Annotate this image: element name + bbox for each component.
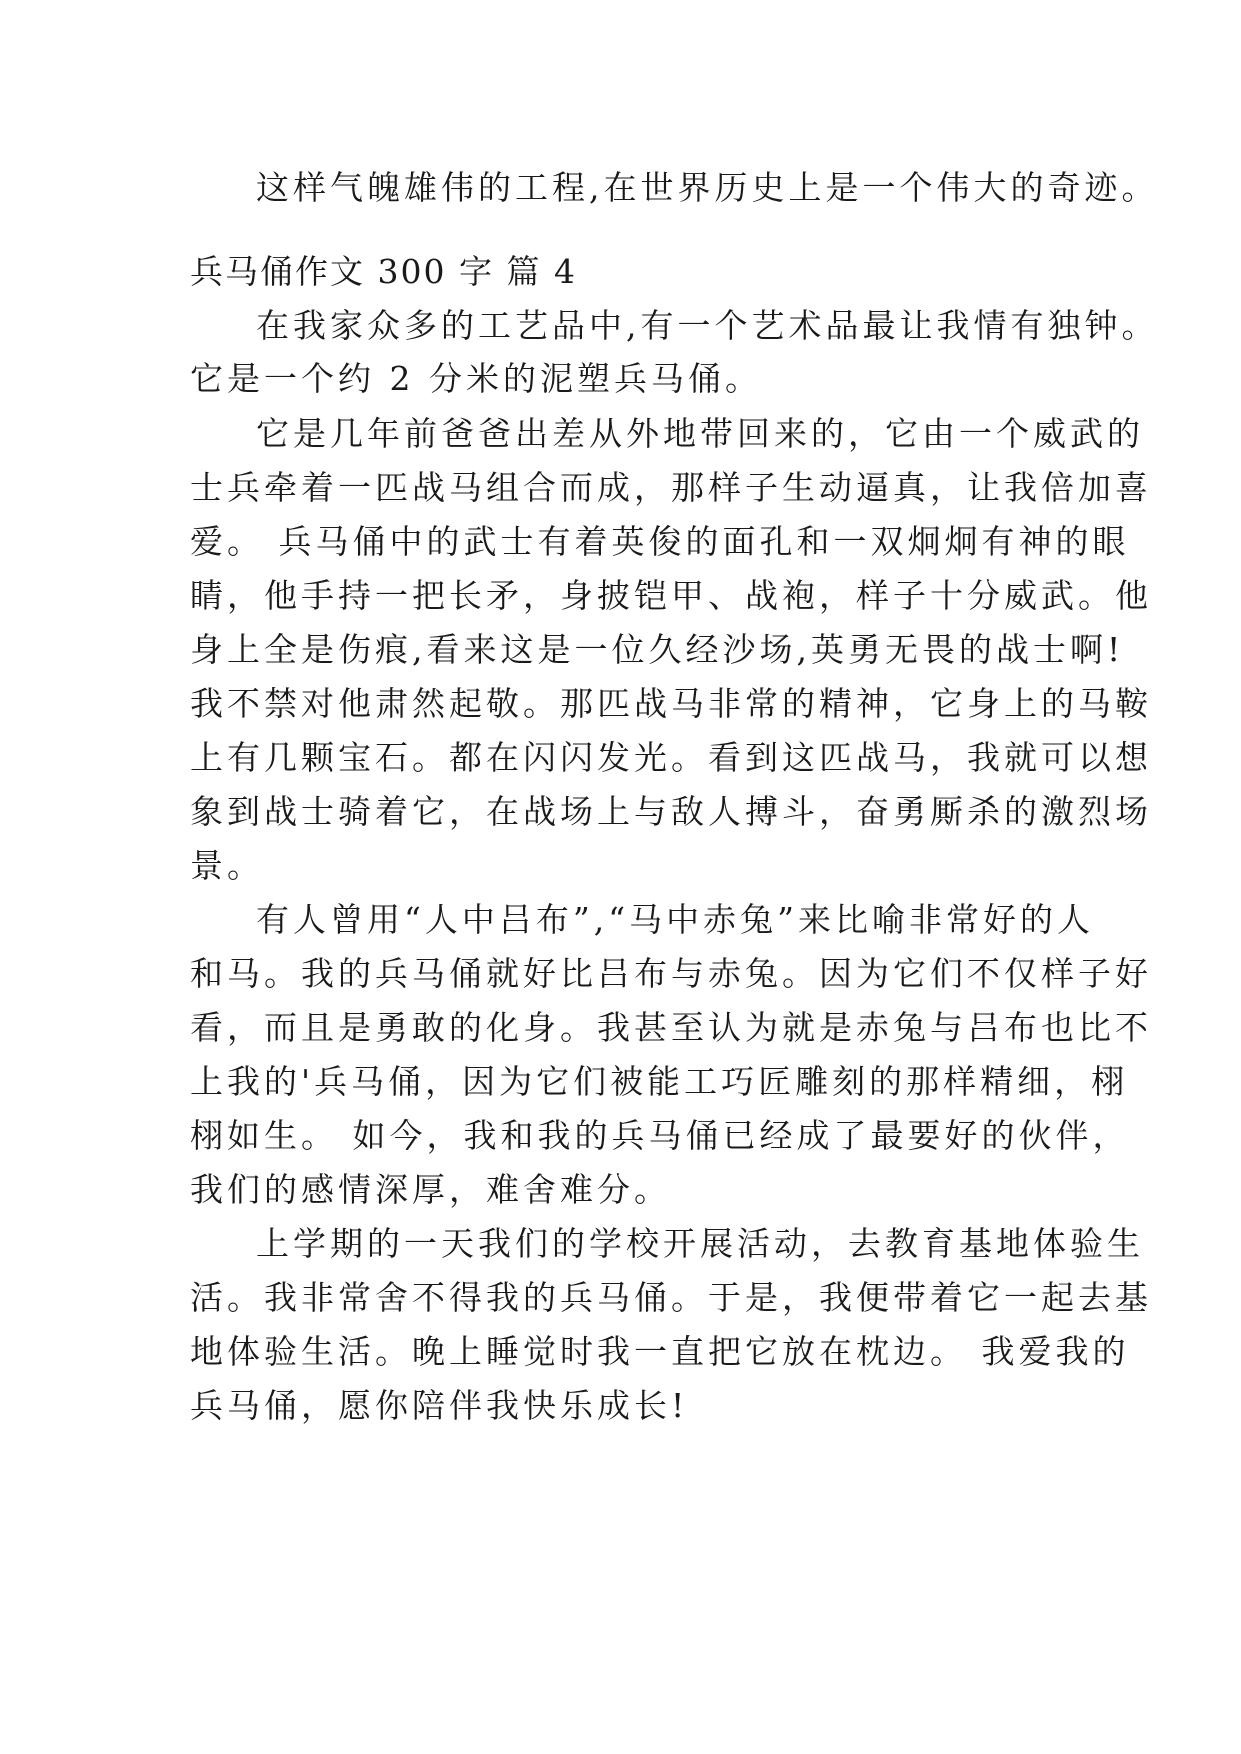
- text-line: 景。: [190, 846, 264, 885]
- text-line: 地体验生活。晚上睡觉时我一直把它放在枕边。 我爱我的: [190, 1332, 1130, 1371]
- text-line: 睛，他手持一把长矛，身披铠甲、战袍，样子十分威武。他: [190, 576, 1152, 615]
- text-line: 爱。 兵马俑中的武士有着英俊的面孔和一双炯炯有神的眼: [190, 522, 1130, 561]
- text-line: 栩如生。 如今，我和我的兵马俑已经成了最要好的伙伴，: [190, 1116, 1130, 1155]
- text-line: 它是一个约 2 分米的泥塑兵马俑。: [190, 359, 762, 398]
- text-line: 身上全是伤痕,看来这是一位久经沙场,英勇无畏的战士啊!: [190, 630, 1125, 669]
- text-line: 在我家众多的工艺品中,有一个艺术品最让我情有独钟。: [256, 306, 1159, 345]
- text-line: 象到战士骑着它，在战场上与敌人搏斗，奋勇厮杀的激烈场: [190, 792, 1152, 831]
- text-line: 上有几颗宝石。都在闪闪发光。看到这匹战马，我就可以想: [190, 738, 1152, 777]
- text-line: 和马。我的兵马俑就好比吕布与赤兔。因为它们不仅样子好: [190, 954, 1152, 993]
- text-line: 这样气魄雄伟的工程,在世界历史上是一个伟大的奇迹。: [256, 168, 1159, 207]
- section-heading: 兵马俑作文 300 字 篇 4: [190, 252, 577, 291]
- text-line: 士兵牵着一匹战马组合而成，那样子生动逼真，让我倍加喜: [190, 468, 1152, 507]
- text-line: 上学期的一天我们的学校开展活动，去教育基地体验生: [256, 1224, 1144, 1263]
- text-line: 有人曾用“人中吕布”,“马中赤兔”来比喻非常好的人: [256, 900, 1094, 939]
- text-line: 看，而且是勇敢的化身。我甚至认为就是赤兔与吕布也比不: [190, 1008, 1152, 1047]
- text-line: 我不禁对他肃然起敬。那匹战马非常的精神，它身上的马鞍: [190, 684, 1152, 723]
- text-line: 它是几年前爸爸出差从外地带回来的，它由一个威武的: [256, 414, 1144, 453]
- text-line: 我们的感情深厚，难舍难分。: [190, 1170, 671, 1209]
- text-line: 上我的'兵马俑，因为它们被能工巧匠雕刻的那样精细，栩: [190, 1062, 1129, 1101]
- text-line: 兵马俑，愿你陪伴我快乐成长!: [190, 1386, 689, 1425]
- text-line: 活。我非常舍不得我的兵马俑。于是，我便带着它一起去基: [190, 1278, 1152, 1317]
